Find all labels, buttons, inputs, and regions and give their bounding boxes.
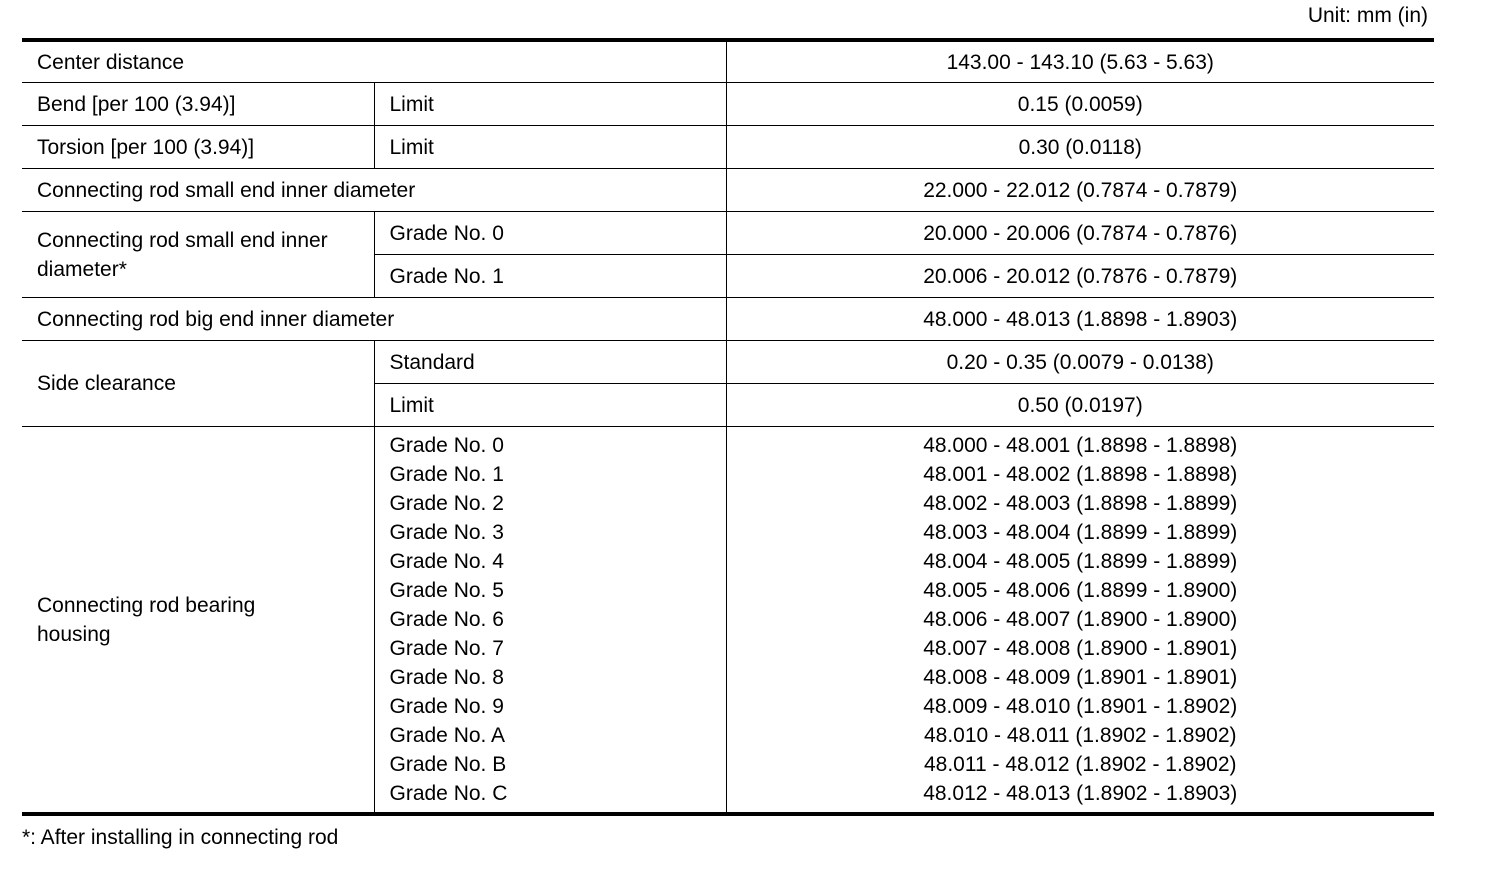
row-label: Side clearance <box>22 341 374 427</box>
grade-value: 48.001 - 48.002 (1.8898 - 1.8898) <box>923 463 1238 486</box>
grade-value: 48.009 - 48.010 (1.8901 - 1.8902) <box>923 695 1238 718</box>
table-row <box>22 212 1434 255</box>
table-row <box>22 298 1434 341</box>
grade-list <box>374 427 726 815</box>
row-sublabel: Limit <box>374 384 726 427</box>
row-label: Connecting rod small end inner diameter <box>22 169 726 212</box>
grade-value: 48.003 - 48.004 (1.8899 - 1.8899) <box>923 521 1238 544</box>
grade-value: 48.000 - 48.001 (1.8898 - 1.8898) <box>923 434 1238 457</box>
row-value: 0.30 (0.0118) <box>726 126 1434 169</box>
row-label: Connecting rod big end inner diameter <box>22 298 726 341</box>
grade-label: Grade No. 3 <box>389 521 504 544</box>
grade-value-list <box>726 427 1434 815</box>
grade-value: 48.005 - 48.006 (1.8899 - 1.8900) <box>923 579 1238 602</box>
grade-label: Grade No. 0 <box>389 434 504 457</box>
grade-label: Grade No. 1 <box>389 463 504 486</box>
grade-label: Grade No. 9 <box>389 695 504 718</box>
row-value: 0.15 (0.0059) <box>726 83 1434 126</box>
row-value: 48.000 - 48.013 (1.8898 - 1.8903) <box>726 298 1434 341</box>
row-sublabel: Grade No. 1 <box>374 255 726 298</box>
row-value: 20.006 - 20.012 (0.7876 - 0.7879) <box>726 255 1434 298</box>
grade-label: Grade No. 8 <box>389 666 504 689</box>
row-value: 0.50 (0.0197) <box>726 384 1434 427</box>
grade-label: Grade No. C <box>389 782 508 805</box>
row-sublabel: Limit <box>374 126 726 169</box>
grade-value: 48.007 - 48.008 (1.8900 - 1.8901) <box>923 637 1238 660</box>
table-row <box>22 341 1434 384</box>
unit-label: Unit: mm (in) <box>1307 4 1428 27</box>
grade-label: Grade No. 7 <box>389 637 504 660</box>
row-value: 0.20 - 0.35 (0.0079 - 0.0138) <box>726 341 1434 384</box>
row-value: 20.000 - 20.006 (0.7874 - 0.7876) <box>726 212 1434 255</box>
grade-value: 48.011 - 48.012 (1.8902 - 1.8902) <box>923 753 1237 776</box>
spec-table <box>22 38 1434 816</box>
grade-value: 48.010 - 48.011 (1.8902 - 1.8902) <box>923 724 1237 747</box>
grade-label: Grade No. 2 <box>389 492 504 515</box>
row-sublabel: Grade No. 0 <box>374 212 726 255</box>
grade-label: Grade No. 6 <box>389 608 504 631</box>
table-row <box>22 83 1434 126</box>
footnote: *: After installing in connecting rod <box>22 826 339 849</box>
grade-label: Grade No. B <box>389 753 507 776</box>
row-value: 22.000 - 22.012 (0.7874 - 0.7879) <box>726 169 1434 212</box>
row-label: Torsion [per 100 (3.94)] <box>22 126 374 169</box>
grade-value: 48.006 - 48.007 (1.8900 - 1.8900) <box>923 608 1238 631</box>
grade-value: 48.008 - 48.009 (1.8901 - 1.8901) <box>923 666 1238 689</box>
row-value: 143.00 - 143.10 (5.63 - 5.63) <box>726 40 1434 83</box>
grade-value: 48.004 - 48.005 (1.8899 - 1.8899) <box>923 550 1238 573</box>
table-row <box>22 126 1434 169</box>
row-sublabel: Limit <box>374 83 726 126</box>
grade-value: 48.002 - 48.003 (1.8898 - 1.8899) <box>923 492 1238 515</box>
table-row <box>22 169 1434 212</box>
row-label: Connecting rod bearing housing <box>22 427 374 815</box>
grade-value: 48.012 - 48.013 (1.8902 - 1.8903) <box>923 782 1238 805</box>
row-sublabel: Standard <box>374 341 726 384</box>
grade-label: Grade No. 4 <box>389 550 504 573</box>
row-label: Connecting rod small end inner diameter* <box>22 212 374 298</box>
grade-label: Grade No. A <box>389 724 506 747</box>
row-label: Center distance <box>22 40 726 83</box>
grade-label: Grade No. 5 <box>389 579 504 602</box>
table-row <box>22 427 1434 815</box>
row-label: Bend [per 100 (3.94)] <box>22 83 374 126</box>
table-row <box>22 40 1434 83</box>
